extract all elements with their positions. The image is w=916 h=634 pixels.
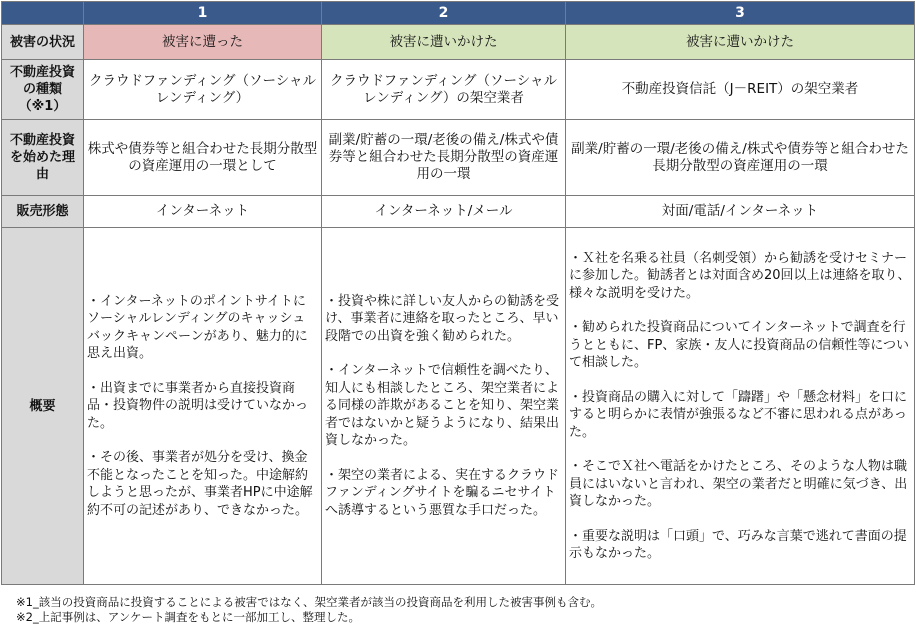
type-case-2: クラウドファンディング（ソーシャルレンディング）の架空業者 xyxy=(322,60,566,120)
summary-paragraph: ・勧められた投資商品についてインターネットで調査を行うとともに、FP、家族・友人に投資商品の信頼性等について相談した。 xyxy=(569,320,910,370)
row-summary xyxy=(2,228,915,585)
summary-paragraph: ・投資や株に詳しい友人からの勧誘を受け、事業者に連絡を取ったところ、早い段階での出資を強く勧められた。 xyxy=(325,293,560,344)
summary-case-2 xyxy=(322,228,566,585)
summary-paragraph: ・投資商品の購入に対して「躊躇」や「懸念材料」を口にすると明らかに表情が強張るなど不審に思われる点があった。 xyxy=(569,389,908,440)
row-label-reason: 不動産投資を始めた理由 xyxy=(2,120,84,196)
row-reason xyxy=(2,120,915,196)
row-situation xyxy=(2,25,915,60)
situation-case-2: 被害に遭いかけた xyxy=(322,25,566,60)
row-sales xyxy=(2,196,915,228)
header-corner xyxy=(2,2,84,25)
header-case-3: 3 xyxy=(566,2,915,25)
situation-case-1: 被害に遭った xyxy=(84,25,322,60)
reason-case-1: 株式や債券等と組合わせた長期分散型の資産運用の一環として xyxy=(84,120,322,196)
type-case-3: 不動産投資信託（J－REIT）の架空業者 xyxy=(566,60,915,120)
footnote-1: ※1_該当の投資商品に投資することによる被害ではなく、架空業者が該当の投資商品を利用した被害事例も含む。 xyxy=(16,595,602,609)
footnotes xyxy=(16,595,602,625)
summary-paragraph: ・インターネットのポイントサイトにソーシャルレンディングのキャッシュバックキャンペーンがあり、魅力的に思え出資。 xyxy=(87,293,308,362)
row-label-situation: 被害の状況 xyxy=(2,25,84,60)
header-case-2: 2 xyxy=(322,2,566,25)
summary-paragraph: ・インターネットで信頼性を調べたり、知人にも相談したところ、架空業者による同様の詐欺があることを知り、架空業者ではないかと疑うようになり、結果出資しなかった。 xyxy=(325,363,560,449)
reason-case-3: 副業/貯蓄の一環/老後の備え/株式や債券等と組合わせた長期分散型の資産運用の一環 xyxy=(566,120,915,196)
sales-case-3: 対面/電話/インターネット xyxy=(566,196,915,228)
situation-case-3: 被害に遭いかけた xyxy=(566,25,915,60)
summary-paragraph: ・そこでＸ社へ電話をかけたところ、そのような人物は職員にはいないと言われ、架空の業者だと明確に気づき、出資しなかった。 xyxy=(569,459,908,509)
reason-case-2: 副業/貯蓄の一環/老後の備え/株式や債券等と組合わせた長期分散型の資産運用の一環 xyxy=(322,120,566,196)
summary-paragraph: ・架空の業者による、実在するクラウドファンディングサイトを騙るニセサイトへ誘導するという悪質な手口だった。 xyxy=(325,467,560,518)
summary-paragraph: ・Ｘ社を名乗る社員（名刺受領）から勧誘を受けセミナーに参加した。勧誘者とは対面含め20回以上は連絡を取り、様々な説明を受けた。 xyxy=(569,250,911,301)
case-comparison-table xyxy=(1,1,915,585)
row-label-type: 不動産投資の種類（※1） xyxy=(2,60,84,120)
summary-paragraph: ・出資までに事業者から直接投資商品・投資物件の説明は受けていなかった。 xyxy=(87,380,309,431)
summary-case-1 xyxy=(84,228,322,585)
summary-paragraph: ・重要な説明は「口頭」で、巧みな言葉で逃れて書面の提示もなかった。 xyxy=(569,528,907,561)
header-case-1: 1 xyxy=(84,2,322,25)
row-label-sales: 販売形態 xyxy=(2,196,84,228)
row-label-summary: 概要 xyxy=(2,228,84,585)
sales-case-1: インターネット xyxy=(84,196,322,228)
row-type xyxy=(2,60,915,120)
footnote-2: ※2_上記事例は、アンケート調査をもとに一部加工し、整理した。 xyxy=(16,610,361,624)
type-case-1: クラウドファンディング（ソーシャルレンディング） xyxy=(84,60,322,120)
header-row xyxy=(2,2,915,25)
summary-paragraph: ・その後、事業者が処分を受け、換金不能となったことを知った。中途解約しようと思ったが、事業者HPに中途解約不可の記述があり、できなかった。 xyxy=(87,450,313,518)
sales-case-2: インターネット/メール xyxy=(322,196,566,228)
summary-case-3 xyxy=(566,228,915,585)
